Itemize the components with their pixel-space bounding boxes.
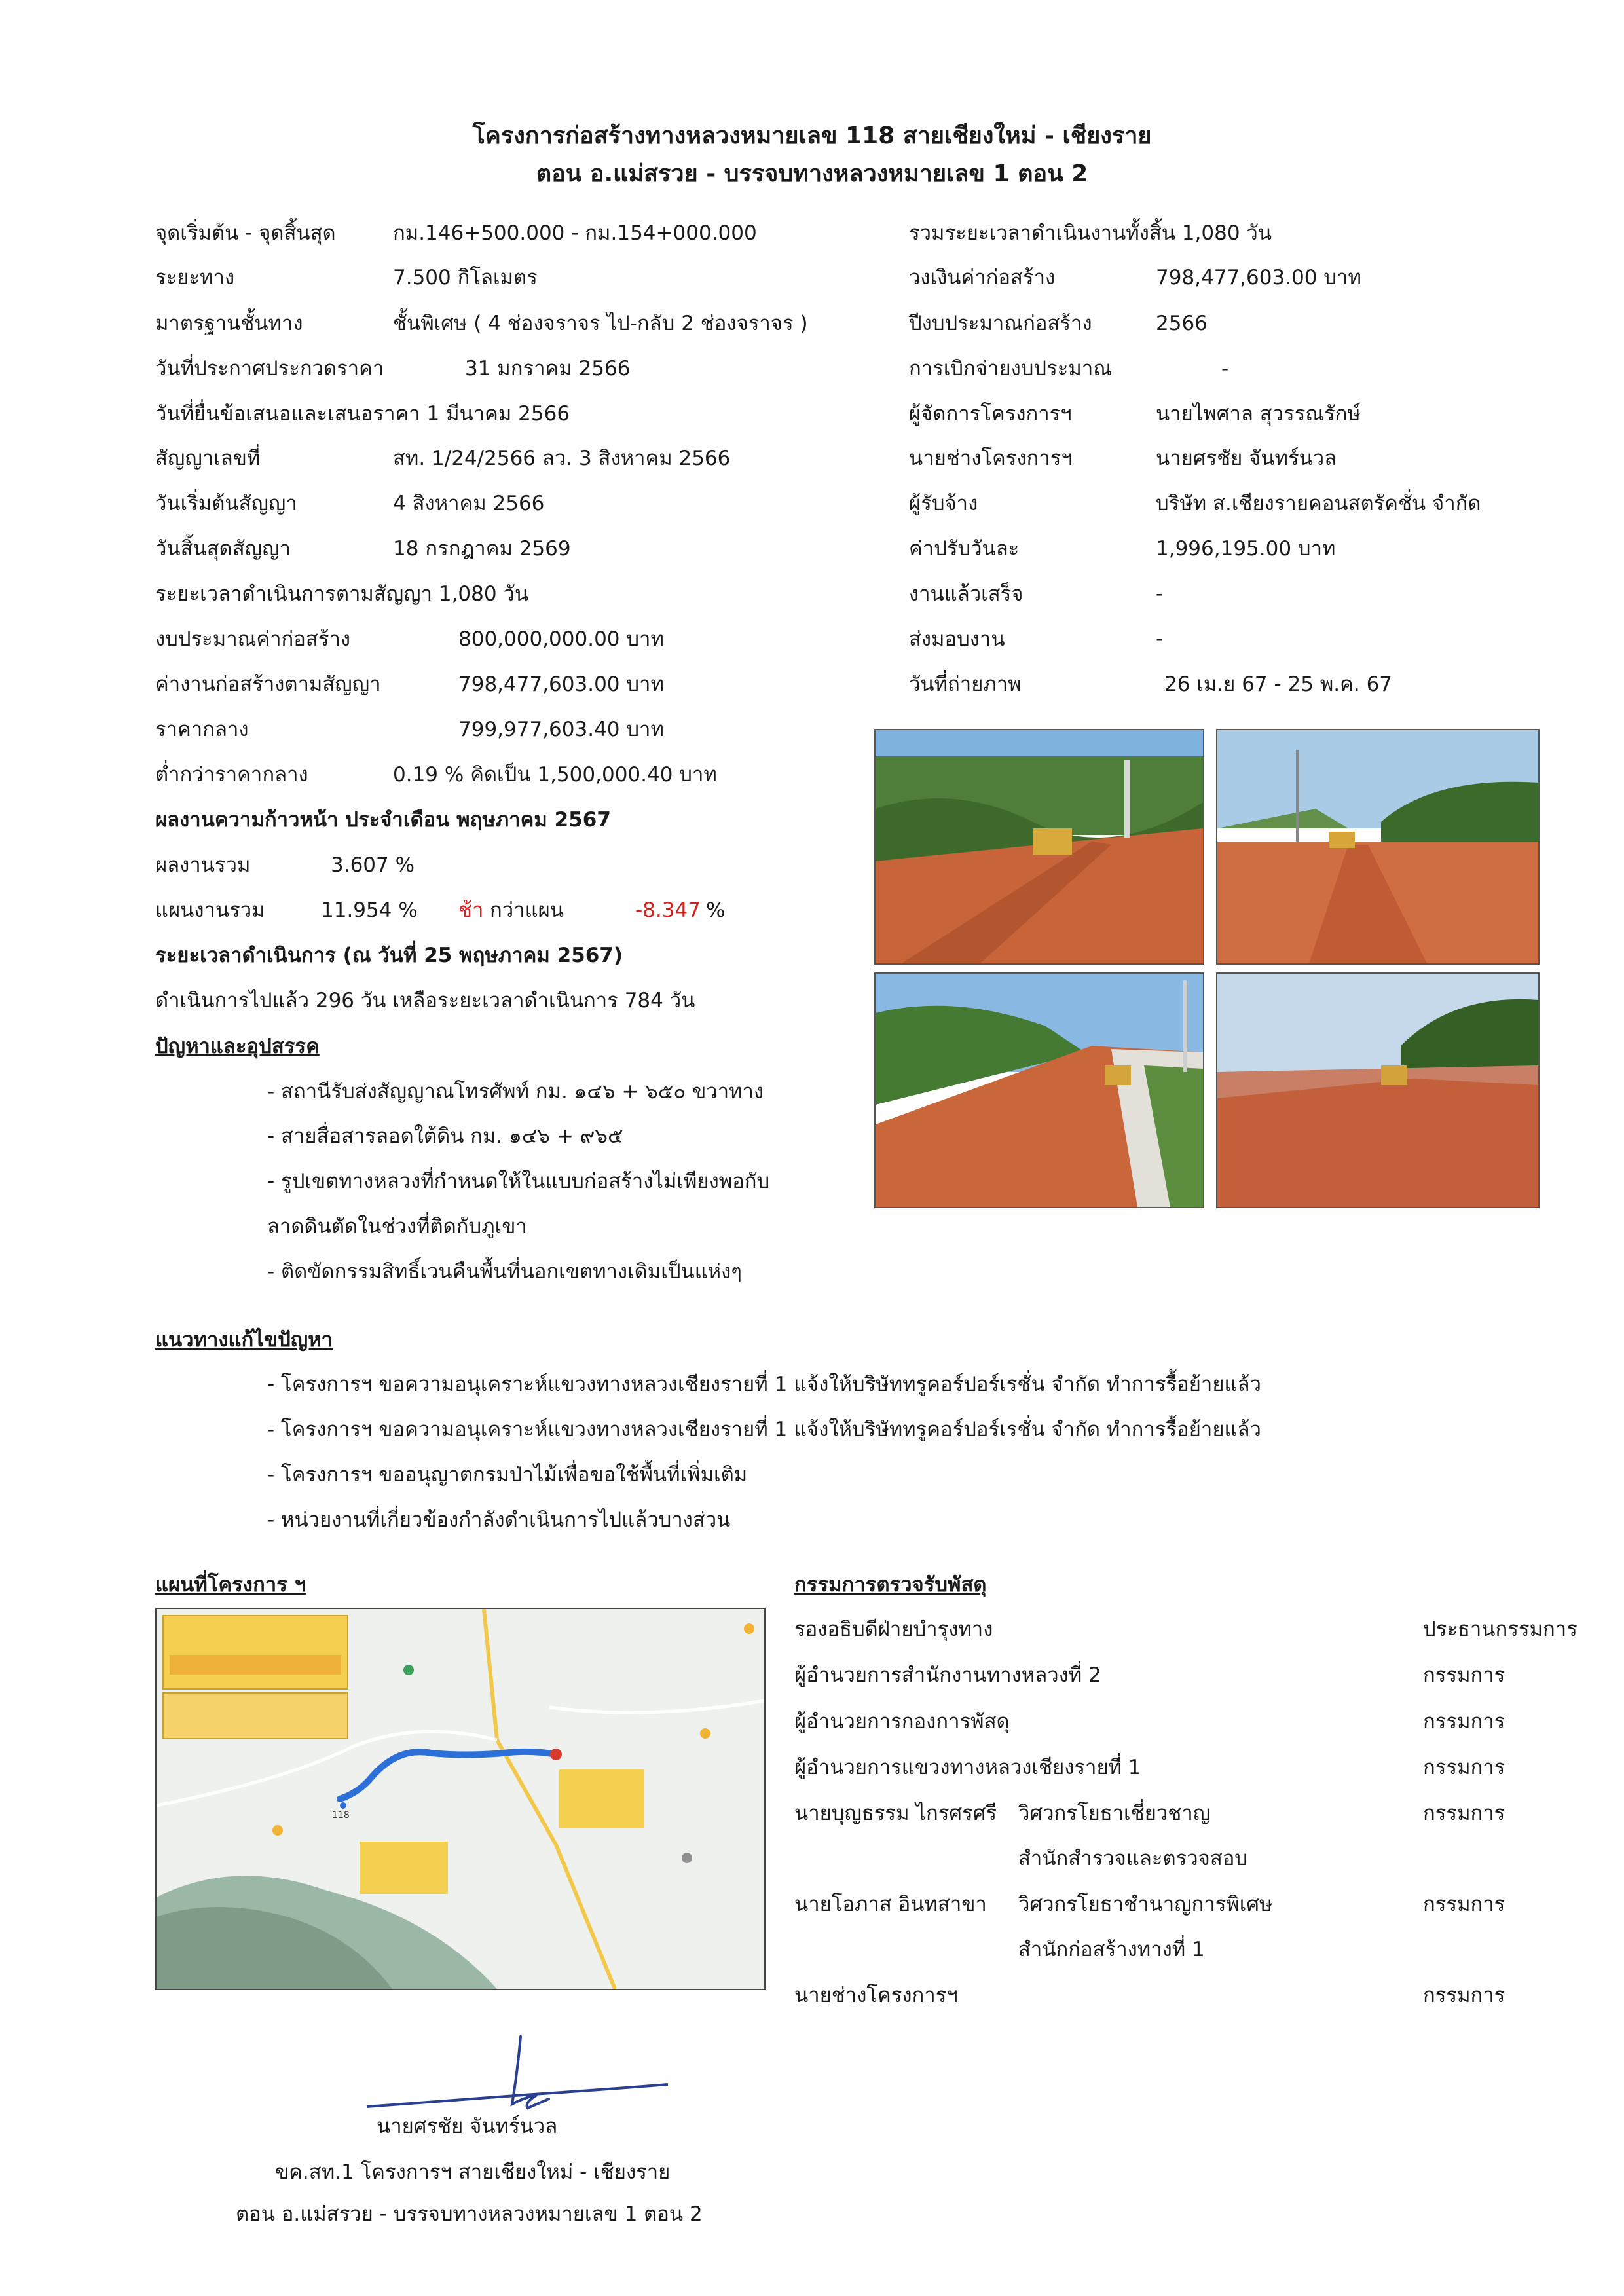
info-value: - — [1156, 582, 1164, 606]
info-label: ผู้รับจ้าง — [909, 492, 978, 515]
committee-member-role: กรรมการ — [1423, 1756, 1505, 1779]
info-value: 2566 — [1156, 312, 1208, 335]
info-label: วันที่ประกาศประกวดราคา — [155, 357, 384, 380]
info-value: นายศรชัย จันทร์นวล — [1156, 447, 1337, 470]
committee-member-name: นายโอภาส อินทสาขา — [794, 1893, 987, 1916]
project-map — [155, 1608, 766, 1990]
committee-member-name: ผู้อำนวยการกองการพัสดุ — [794, 1710, 1010, 1733]
map-heading: แผนที่โครงการ ฯ — [155, 1573, 306, 1597]
info-value: สท. 1/24/2566 ลว. 3 สิงหาคม 2566 — [393, 447, 731, 470]
actual-value: 3.607 % — [331, 853, 415, 877]
info-value: 1,996,195.00 บาท — [1156, 537, 1336, 561]
problem-item: - สถานีรับส่งสัญญาณโทรศัพท์ กม. ๑๔๖ + ๖๕๐ ขวาทาง — [267, 1080, 764, 1103]
solution-item: - หน่วยงานที่เกี่ยวข้องกำลังดำเนินการไปแล้วบางส่วน — [267, 1508, 731, 1532]
info-label: ปีงบประมาณก่อสร้าง — [909, 312, 1092, 335]
signer-name: นายศรชัย จันทร์นวล — [377, 2115, 558, 2138]
info-value: - — [1156, 627, 1164, 651]
committee-member-role: ประธานกรรมการ — [1423, 1618, 1578, 1641]
info-label: นายช่างโครงการฯ — [909, 447, 1073, 470]
info-label: ค่าปรับวันละ — [909, 537, 1020, 561]
signature-mark — [327, 2027, 681, 2125]
committee-member-name: ผู้อำนวยการสำนักงานทางหลวงที่ 2 — [794, 1663, 1101, 1687]
info-value: ชั้นพิเศษ ( 4 ช่องจราจร ไป-กลับ 2 ช่องจราจร ) — [393, 312, 808, 335]
progress-heading: ผลงานความก้าวหน้า ประจำเดือน พฤษภาคม 2567 — [155, 808, 611, 832]
info-value: 4 สิงหาคม 2566 — [393, 492, 545, 515]
committee-member-name: นายช่างโครงการฯ — [794, 1984, 958, 2007]
info-value: - — [1221, 357, 1229, 380]
solution-item: - โครงการฯ ขอความอนุเคราะห์แขวงทางหลวงเชียงรายที่ 1 แจ้งให้บริษัททรูคอร์ปอร์เรชั่น จำกัด ทำการรื้อย้ายแล้ว — [267, 1373, 1261, 1396]
site-photo-3 — [874, 972, 1204, 1208]
info-label: สัญญาเลขที่ — [155, 447, 261, 470]
title-line-1: โครงการก่อสร้างทางหลวงหมายเลข 118 สายเชียงใหม่ - เชียงราย — [472, 122, 1152, 149]
problem-item: - รูปเขตทางหลวงที่กำหนดให้ในแบบก่อสร้างไม่เพียงพอกับ — [267, 1170, 770, 1193]
site-photo-1 — [874, 729, 1204, 965]
committee-member-title: วิศวกรโยธาชำนาญการพิเศษ — [1018, 1893, 1273, 1916]
info-value: 798,477,603.00 บาท — [1156, 266, 1361, 289]
committee-member-office: สำนักก่อสร้างทางที่ 1 — [1018, 1938, 1205, 1961]
info-value: 0.19 % คิดเป็น 1,500,000.40 บาท — [393, 763, 717, 787]
status-word: ช้า — [458, 898, 484, 922]
info-value: 800,000,000.00 บาท — [458, 627, 664, 651]
problem-item: ลาดดินตัดในช่วงที่ติดกับภูเขา — [267, 1215, 527, 1238]
info-label: ระยะทาง — [155, 266, 235, 289]
info-value: 7.500 กิโลเมตร — [393, 266, 538, 289]
committee-member-role: กรรมการ — [1423, 1710, 1505, 1733]
info-value: บริษัท ส.เชียงรายคอนสตรัคชั่น จำกัด — [1156, 492, 1481, 515]
info-value: กม.146+500.000 - กม.154+000.000 — [393, 221, 757, 245]
info-label: งบประมาณค่าก่อสร้าง — [155, 627, 351, 651]
plan-value: 11.954 % — [321, 898, 418, 922]
committee-member-title: วิศวกรโยธาเชี่ยวชาญ — [1018, 1802, 1211, 1825]
map-km-label: 118 — [332, 1810, 350, 1821]
info-label: ต่ำกว่าราคากลาง — [155, 763, 308, 787]
solutions-heading: แนวทางแก้ไขปัญหา — [155, 1328, 333, 1352]
info-label: จุดเริ่มต้น - จุดสิ้นสุด — [155, 221, 336, 245]
site-photo-4 — [1216, 972, 1540, 1208]
problem-item: - สายสื่อสารลอดใต้ดิน กม. ๑๔๖ + ๙๖๕ — [267, 1124, 623, 1148]
info-value: 799,977,603.40 บาท — [458, 718, 664, 741]
committee-heading: กรรมการตรวจรับพัสดุ — [794, 1573, 987, 1597]
info-value: 18 กรกฎาคม 2569 — [393, 537, 571, 561]
info-label: มาตรฐานชั้นทาง — [155, 312, 303, 335]
committee-member-role: กรรมการ — [1423, 1893, 1505, 1916]
info-label: วันที่ถ่ายภาพ — [909, 673, 1022, 696]
info-label: วันที่ยื่นข้อเสนอและเสนอราคา 1 มีนาคม 2566 — [155, 402, 570, 426]
problem-item: - ติดขัดกรรมสิทธิ์เวนคืนพื้นที่นอกเขตทางเดิมเป็นแห่งๆ — [267, 1260, 742, 1284]
info-label: ส่งมอบงาน — [909, 627, 1005, 651]
title-line-2: ตอน อ.แม่สรวย - บรรจบทางหลวงหมายเลข 1 ตอน 2 — [536, 160, 1088, 187]
committee-member-name: รองอธิบดีฝ่ายบำรุงทาง — [794, 1618, 993, 1641]
solution-item: - โครงการฯ ขอความอนุเคราะห์แขวงทางหลวงเชียงรายที่ 1 แจ้งให้บริษัททรูคอร์ปอร์เรชั่น จำกัด ทำการรื้อย้ายแล้ว — [267, 1418, 1261, 1441]
info-label: ราคากลาง — [155, 718, 249, 741]
plan-label: แผนงานรวม — [155, 898, 265, 922]
duration-text: ดำเนินการไปแล้ว 296 วัน เหลือระยะเวลาดำเนินการ 784 วัน — [155, 989, 695, 1012]
committee-member-office: สำนักสำรวจและตรวจสอบ — [1018, 1847, 1248, 1870]
info-label: ผู้จัดการโครงการฯ — [909, 402, 1072, 426]
problems-heading: ปัญหาและอุปสรรค — [155, 1035, 320, 1058]
actual-label: ผลงานรวม — [155, 853, 251, 877]
diff-value: -8.347 — [635, 898, 701, 922]
committee-member-name: นายบุญธรรม ไกรศรศรี — [794, 1802, 997, 1825]
committee-member-role: กรรมการ — [1423, 1802, 1505, 1825]
info-label: งานแล้วเสร็จ — [909, 582, 1024, 606]
info-value: 26 เม.ย 67 - 25 พ.ค. 67 — [1164, 673, 1393, 696]
diff-unit: % — [706, 898, 726, 922]
signer-position: ขค.สท.1 โครงการฯ สายเชียงใหม่ - เชียงราย — [275, 2160, 671, 2184]
duration-heading: ระยะเวลาดำเนินการ (ณ วันที่ 25 พฤษภาคม 2567) — [155, 944, 623, 967]
info-label: ค่างานก่อสร้างตามสัญญา — [155, 673, 381, 696]
committee-member-role: กรรมการ — [1423, 1663, 1505, 1687]
info-value: 798,477,603.00 บาท — [458, 673, 664, 696]
signer-section: ตอน อ.แม่สรวย - บรรจบทางหลวงหมายเลข 1 ตอน 2 — [236, 2202, 703, 2226]
site-photo-2 — [1216, 729, 1540, 965]
info-label: วันสิ้นสุดสัญญา — [155, 537, 291, 561]
info-label: วันเริ่มต้นสัญญา — [155, 492, 297, 515]
info-value: 31 มกราคม 2566 — [465, 357, 631, 380]
info-label: ระยะเวลาดำเนินการตามสัญญา 1,080 วัน — [155, 582, 529, 606]
status-suffix: กว่าแผน — [490, 898, 564, 922]
info-value: นายไพศาล สุวรรณรักษ์ — [1156, 402, 1361, 426]
committee-member-name: ผู้อำนวยการแขวงทางหลวงเชียงรายที่ 1 — [794, 1756, 1141, 1779]
info-label: รวมระยะเวลาดำเนินงานทั้งสิ้น 1,080 วัน — [909, 221, 1272, 245]
committee-member-role: กรรมการ — [1423, 1984, 1505, 2007]
solution-item: - โครงการฯ ขออนุญาตกรมป่าไม้เพื่อขอใช้พื้นที่เพิ่มเติม — [267, 1463, 748, 1487]
info-label: วงเงินค่าก่อสร้าง — [909, 266, 1056, 289]
info-label: การเบิกจ่ายงบประมาณ — [909, 357, 1112, 380]
